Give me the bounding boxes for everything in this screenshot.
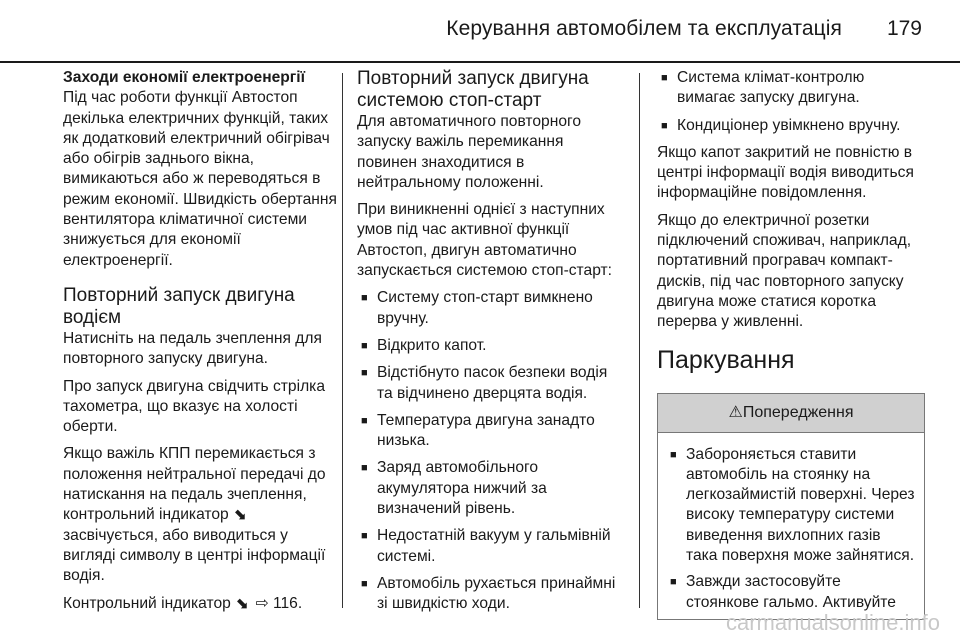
column-divider-right bbox=[639, 73, 640, 608]
driver-paragraph-2: Про запуск двигуна свідчить стрілка тахометра, що вказує на холості оберти. bbox=[63, 377, 326, 436]
shift-indicator-icon: ⬊ bbox=[235, 594, 249, 612]
socket-paragraph: Якщо до електричної розетки підключений споживач, наприклад, портативний програвач компакт-дисків, під час повторного запуску двигуна може статися коротка перерва у живленні. bbox=[657, 211, 912, 331]
eco-subheading: Заходи економії електроенергії bbox=[63, 69, 306, 86]
driver-paragraph-3 bbox=[63, 444, 339, 586]
page-number: 179 bbox=[886, 17, 922, 40]
driver-paragraph-4 bbox=[63, 594, 339, 614]
indicator-ref-text: Контрольний індикатор bbox=[63, 594, 231, 612]
column-middle bbox=[357, 68, 627, 622]
page-header bbox=[0, 0, 960, 62]
list-item: ■ Недостатній вакуум у гальмівній системі. bbox=[357, 526, 627, 567]
auto-restart-paragraph-2: При виникненні однієї з наступних умов під час активної функції Автостоп, двигун автоматично запускається системою стоп-старт: bbox=[357, 201, 612, 280]
page-title: Керування автомобілем та експлуатація bbox=[446, 17, 842, 40]
auto-restart-heading: Повторний запуск двигуна системою стоп-старт bbox=[357, 68, 589, 111]
list-item: ■ Система клімат-контролю вимагає запуску двигуна. bbox=[657, 68, 925, 109]
driver-paragraph-3-start: Якщо важіль КПП перемикається з положення нейтральної передачі до натискання на педаль зчеплення, контрольний індикатор bbox=[63, 445, 326, 524]
column-left bbox=[63, 68, 339, 621]
list-item: ■ Заряд автомобільного акумулятора нижчий за визначений рівень. bbox=[357, 458, 627, 519]
driver-paragraph-1: Натисніть на педаль зчеплення для повторного запуску двигуна. bbox=[63, 329, 322, 368]
column-divider-left bbox=[342, 73, 343, 608]
list-item: ■ Кондиціонер увімкнено вручну. bbox=[657, 116, 925, 136]
watermark: carmanualsonline.info bbox=[725, 610, 940, 635]
parking-heading: Паркування bbox=[657, 345, 795, 374]
restart-conditions-list bbox=[357, 288, 627, 614]
column-right bbox=[657, 68, 925, 620]
list-item: ■ Автомобіль рухається принаймні зі швидкістю ходи. bbox=[357, 574, 627, 615]
warning-box bbox=[657, 393, 925, 620]
eco-paragraph: Під час роботи функції Автостоп декілька електричних функцій, таких як додатковий електричний обігрівач або обігрів заднього вікна, вимикаються або ж переводяться в режим економії. Швидкість обертання вентилятора кліматичної системи знижується для економії електроенергії. bbox=[63, 89, 337, 269]
restart-conditions-list-continued bbox=[657, 68, 925, 136]
page-ref-arrow-icon: ⇨ bbox=[255, 594, 269, 612]
list-item: ■ Температура двигуна занадто низька. bbox=[357, 411, 627, 452]
warning-title: Попередження bbox=[742, 403, 854, 421]
warning-body bbox=[658, 433, 924, 613]
warning-triangle-icon: ⚠ bbox=[728, 403, 743, 421]
hood-paragraph: Якщо капот закритий не повністю в центрі інформації водія виводиться інформаційне повідомлення. bbox=[657, 143, 914, 202]
list-item: ■ Завжди застосовуйте стоянкове гальмо. Активуйте bbox=[666, 572, 916, 613]
header-divider bbox=[0, 61, 960, 63]
list-item: ■ Систему стоп-старт вимкнено вручну. bbox=[357, 288, 627, 329]
auto-restart-paragraph-1: Для автоматичного повторного запуску важіль перемикання повинен знаходитися в нейтральному положенні. bbox=[357, 113, 582, 191]
page-ref-link[interactable]: 116. bbox=[272, 594, 303, 612]
driver-restart-heading: Повторний запуск двигуна водієм bbox=[63, 284, 295, 328]
warning-header bbox=[658, 394, 924, 433]
shift-indicator-icon: ⬊ bbox=[233, 506, 247, 524]
driver-paragraph-3-end: засвічується, або виводиться у вигляді символу в центрі інформації водія. bbox=[63, 526, 326, 585]
list-item: ■ Відстібнуто пасок безпеки водія та відчинено дверцята водія. bbox=[357, 363, 627, 404]
list-item: ■ Відкрито капот. bbox=[357, 336, 627, 356]
list-item: ■ Забороняється ставити автомобіль на стоянку на легкозаймистій поверхні. Через високу температуру системи виведення вихлопних газів така поверхня може зайнятися. bbox=[666, 445, 916, 567]
warning-list bbox=[666, 445, 916, 613]
